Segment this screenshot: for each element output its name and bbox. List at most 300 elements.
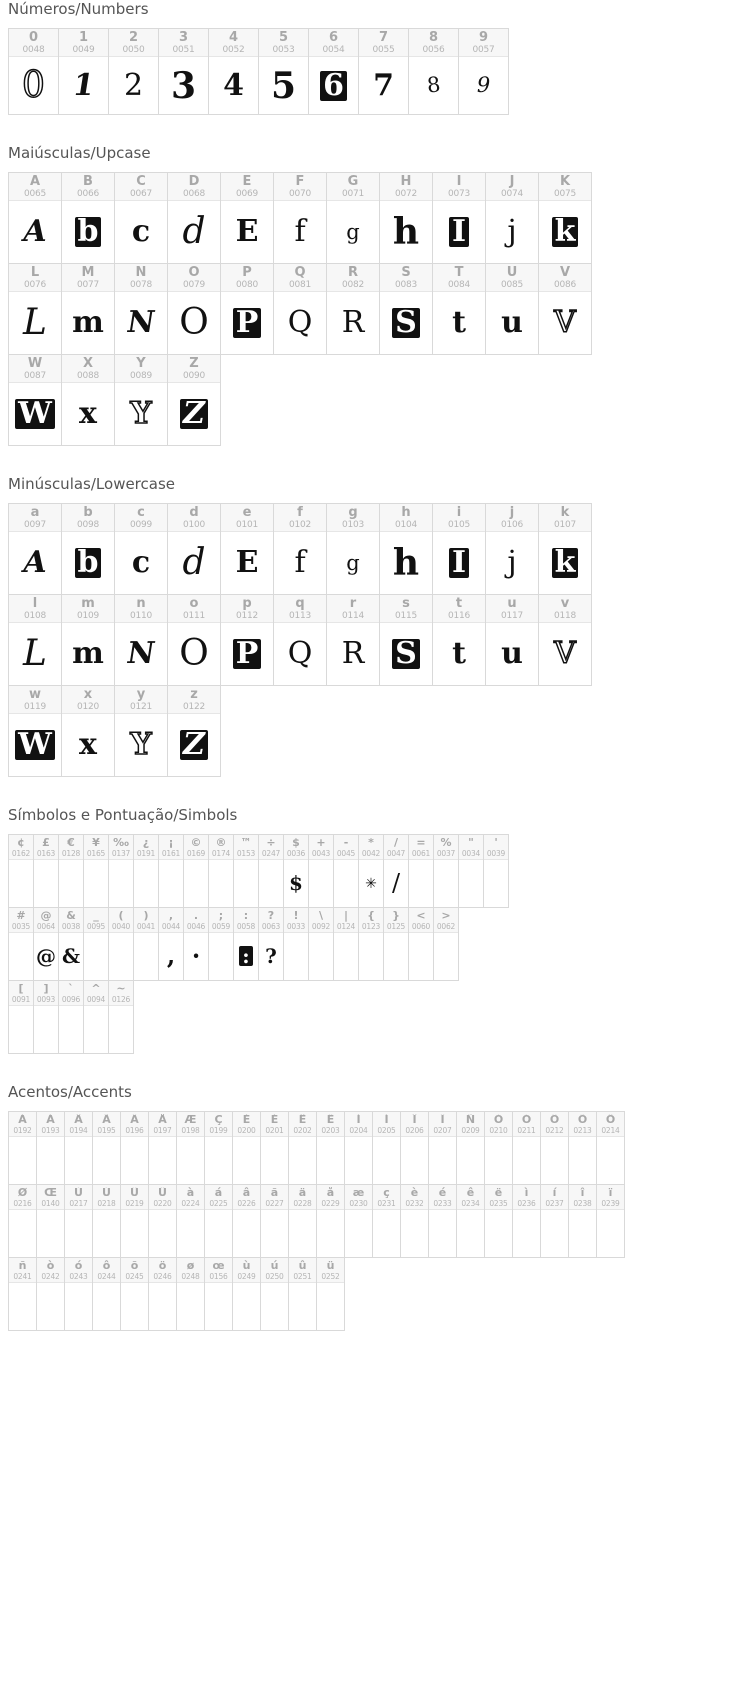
glyph-cell[interactable] bbox=[62, 355, 115, 445]
glyph-char-label: ™ bbox=[240, 837, 252, 849]
glyph-cell[interactable] bbox=[539, 264, 592, 354]
section-title: Minúsculas/Lowercase bbox=[8, 475, 176, 493]
glyph-char-label: ê bbox=[466, 1187, 475, 1199]
glyph-char-label: í bbox=[552, 1187, 557, 1199]
glyph-preview bbox=[93, 1283, 120, 1330]
glyph-cell[interactable] bbox=[434, 835, 459, 907]
glyph-cell[interactable] bbox=[62, 686, 115, 776]
glyph-cell[interactable] bbox=[513, 1112, 541, 1184]
glyph-cell[interactable] bbox=[9, 264, 62, 354]
glyph-cell[interactable] bbox=[274, 595, 327, 685]
glyph-char-label: w bbox=[28, 688, 41, 702]
glyph-char-label: { bbox=[367, 910, 375, 922]
glyph-cell-header bbox=[9, 173, 61, 201]
glyph-cell[interactable] bbox=[62, 173, 115, 263]
glyph-preview bbox=[380, 532, 432, 594]
glyph-preview bbox=[486, 201, 538, 263]
glyph-cell-header bbox=[9, 355, 61, 383]
glyph-cell[interactable] bbox=[37, 1185, 65, 1257]
glyph-preview bbox=[62, 292, 114, 354]
glyph-cell[interactable] bbox=[457, 1112, 485, 1184]
glyph-cell[interactable] bbox=[274, 264, 327, 354]
glyph-cell[interactable] bbox=[373, 1185, 401, 1257]
glyph-cell[interactable] bbox=[373, 1112, 401, 1184]
glyph-cell[interactable] bbox=[457, 1185, 485, 1257]
glyph-cell[interactable] bbox=[486, 504, 539, 594]
glyph-cell-header bbox=[409, 29, 458, 57]
glyph-code-label: 0229 bbox=[321, 1199, 340, 1208]
glyph-preview-text: N bbox=[124, 636, 158, 672]
glyph-code-label: 0071 bbox=[341, 189, 365, 199]
glyph-cell[interactable] bbox=[177, 1112, 205, 1184]
glyph-preview bbox=[373, 1210, 400, 1257]
glyph-cell[interactable] bbox=[327, 595, 380, 685]
glyph-cell[interactable] bbox=[121, 1258, 149, 1330]
glyph-preview bbox=[62, 201, 114, 263]
glyph-cell[interactable] bbox=[485, 1112, 513, 1184]
glyph-cell[interactable] bbox=[209, 835, 234, 907]
glyph-cell[interactable] bbox=[115, 504, 168, 594]
glyph-code-label: 0100 bbox=[182, 520, 206, 530]
glyph-cell[interactable] bbox=[93, 1112, 121, 1184]
glyph-cell[interactable] bbox=[284, 908, 309, 980]
glyph-cell[interactable] bbox=[159, 835, 184, 907]
glyph-cell[interactable] bbox=[334, 908, 359, 980]
glyph-cell[interactable] bbox=[459, 835, 484, 907]
glyph-cell[interactable] bbox=[380, 504, 433, 594]
glyph-cell[interactable] bbox=[168, 173, 221, 263]
glyph-cell[interactable] bbox=[233, 1258, 261, 1330]
glyph-cell[interactable] bbox=[309, 908, 334, 980]
glyph-cell-header bbox=[409, 835, 433, 860]
glyph-cell[interactable] bbox=[109, 29, 159, 114]
glyph-code-label: 0156 bbox=[209, 1272, 228, 1281]
glyph-cell[interactable] bbox=[221, 595, 274, 685]
glyph-char-label: % bbox=[440, 837, 452, 849]
glyph-cell[interactable] bbox=[115, 595, 168, 685]
glyph-cell[interactable] bbox=[62, 595, 115, 685]
glyph-cell[interactable] bbox=[65, 1112, 93, 1184]
glyph-code-label: 0044 bbox=[161, 922, 181, 931]
glyph-cell[interactable] bbox=[539, 595, 592, 685]
glyph-preview bbox=[184, 860, 208, 907]
glyph-cell-header bbox=[457, 1185, 484, 1210]
glyph-char-label: ú bbox=[270, 1260, 279, 1272]
glyph-cell-header bbox=[541, 1112, 568, 1137]
glyph-cell[interactable] bbox=[384, 835, 409, 907]
glyph-cell[interactable] bbox=[409, 29, 459, 114]
glyph-char-label: T bbox=[454, 266, 464, 280]
glyph-char-label: = bbox=[416, 837, 426, 849]
glyph-cell[interactable] bbox=[597, 1185, 625, 1257]
glyph-cell[interactable] bbox=[234, 908, 259, 980]
glyph-char-label: b bbox=[83, 506, 93, 520]
glyph-cell-header bbox=[274, 504, 326, 532]
glyph-char-label: É bbox=[270, 1114, 279, 1126]
glyph-preview-text: g bbox=[346, 219, 360, 244]
glyph-cell[interactable] bbox=[261, 1112, 289, 1184]
glyph-preview bbox=[274, 532, 326, 594]
glyph-cell[interactable] bbox=[149, 1258, 177, 1330]
glyph-char-label: Ê bbox=[298, 1114, 307, 1126]
glyph-cell[interactable] bbox=[9, 835, 34, 907]
glyph-preview bbox=[233, 1283, 260, 1330]
glyph-code-label: 0228 bbox=[293, 1199, 312, 1208]
glyph-cell-header bbox=[259, 835, 283, 860]
glyph-cell-header bbox=[433, 173, 485, 201]
glyph-cell[interactable] bbox=[34, 981, 59, 1053]
glyph-cell[interactable] bbox=[9, 1185, 37, 1257]
glyph-preview bbox=[168, 623, 220, 685]
glyph-preview-text: W bbox=[15, 399, 55, 429]
glyph-cell[interactable] bbox=[317, 1258, 345, 1330]
glyph-code-label: 0116 bbox=[447, 611, 471, 621]
glyph-code-label: 0107 bbox=[553, 520, 577, 530]
glyph-char-label: & bbox=[66, 910, 76, 922]
glyph-cell[interactable] bbox=[9, 29, 59, 114]
glyph-preview bbox=[9, 1137, 36, 1184]
glyph-cell[interactable] bbox=[261, 1185, 289, 1257]
glyph-cell[interactable] bbox=[109, 981, 134, 1053]
glyph-cell[interactable] bbox=[259, 908, 284, 980]
glyph-preview bbox=[115, 292, 167, 354]
glyph-cell[interactable] bbox=[233, 1185, 261, 1257]
glyph-cell[interactable] bbox=[409, 835, 434, 907]
glyph-cell[interactable] bbox=[359, 29, 409, 114]
glyph-cell-header bbox=[380, 595, 432, 623]
glyph-cell[interactable] bbox=[9, 981, 34, 1053]
glyph-cell[interactable] bbox=[234, 835, 259, 907]
glyph-cell[interactable] bbox=[168, 355, 221, 445]
glyph-preview bbox=[401, 1137, 428, 1184]
glyph-cell[interactable] bbox=[597, 1112, 625, 1184]
glyph-cell[interactable] bbox=[168, 504, 221, 594]
glyph-cell[interactable] bbox=[429, 1112, 457, 1184]
glyph-cell[interactable] bbox=[401, 1112, 429, 1184]
glyph-code-label: 0060 bbox=[411, 922, 431, 931]
glyph-preview bbox=[65, 1283, 92, 1330]
glyph-cell[interactable] bbox=[459, 29, 509, 114]
glyph-cell-header bbox=[484, 835, 508, 860]
glyph-cell[interactable] bbox=[380, 173, 433, 263]
glyph-char-label: f bbox=[297, 506, 303, 520]
glyph-cell[interactable] bbox=[309, 835, 334, 907]
glyph-preview-text: R bbox=[341, 305, 365, 341]
glyph-cell[interactable] bbox=[289, 1112, 317, 1184]
glyph-cell[interactable] bbox=[149, 1185, 177, 1257]
glyph-cell[interactable] bbox=[289, 1258, 317, 1330]
glyph-cell[interactable] bbox=[274, 504, 327, 594]
glyph-cell[interactable] bbox=[345, 1112, 373, 1184]
glyph-cell[interactable] bbox=[541, 1185, 569, 1257]
glyph-cell[interactable] bbox=[37, 1258, 65, 1330]
glyph-code-label: 0042 bbox=[361, 849, 381, 858]
glyph-cell[interactable] bbox=[380, 264, 433, 354]
glyph-char-label: é bbox=[438, 1187, 447, 1199]
glyph-cell[interactable] bbox=[84, 981, 109, 1053]
glyph-code-label: 0097 bbox=[23, 520, 47, 530]
glyph-code-label: 0091 bbox=[11, 995, 31, 1004]
glyph-row bbox=[8, 594, 592, 686]
glyph-cell[interactable] bbox=[184, 908, 209, 980]
glyph-char-label: Á bbox=[46, 1114, 55, 1126]
glyph-cell[interactable] bbox=[159, 29, 209, 114]
glyph-char-label: ~ bbox=[116, 983, 126, 995]
glyph-cell[interactable] bbox=[384, 908, 409, 980]
glyph-code-label: 0037 bbox=[436, 849, 456, 858]
glyph-char-label: õ bbox=[130, 1260, 139, 1272]
glyph-code-label: 0106 bbox=[500, 520, 524, 530]
glyph-cell[interactable] bbox=[9, 908, 34, 980]
glyph-cell-header bbox=[9, 29, 58, 57]
glyph-cell-header bbox=[115, 173, 167, 201]
glyph-cell[interactable] bbox=[486, 595, 539, 685]
glyph-code-label: 0162 bbox=[11, 849, 31, 858]
glyph-cell[interactable] bbox=[433, 173, 486, 263]
glyph-code-label: 0089 bbox=[129, 371, 153, 381]
glyph-preview bbox=[486, 532, 538, 594]
glyph-cell-header bbox=[359, 29, 408, 57]
glyph-preview-text: · bbox=[191, 941, 201, 971]
glyph-preview bbox=[380, 201, 432, 263]
glyph-cell[interactable] bbox=[168, 686, 221, 776]
glyph-cell[interactable] bbox=[486, 173, 539, 263]
glyph-cell[interactable] bbox=[433, 595, 486, 685]
glyph-cell[interactable] bbox=[59, 835, 84, 907]
glyph-cell[interactable] bbox=[221, 504, 274, 594]
glyph-cell[interactable] bbox=[433, 504, 486, 594]
glyph-cell-header bbox=[221, 504, 273, 532]
glyph-preview bbox=[221, 201, 273, 263]
glyph-cell[interactable] bbox=[65, 1258, 93, 1330]
glyph-cell[interactable] bbox=[541, 1112, 569, 1184]
glyph-row bbox=[8, 354, 221, 446]
glyph-code-label: 0247 bbox=[261, 849, 281, 858]
glyph-cell[interactable] bbox=[429, 1185, 457, 1257]
glyph-cell-header bbox=[234, 908, 258, 933]
glyph-cell[interactable] bbox=[433, 264, 486, 354]
glyph-cell[interactable] bbox=[109, 908, 134, 980]
glyph-cell[interactable] bbox=[221, 264, 274, 354]
glyph-cell[interactable] bbox=[34, 908, 59, 980]
glyph-cell[interactable] bbox=[168, 595, 221, 685]
glyph-preview bbox=[459, 860, 483, 907]
glyph-char-label: O bbox=[188, 266, 200, 280]
glyph-cell[interactable] bbox=[289, 1185, 317, 1257]
glyph-cell[interactable] bbox=[62, 504, 115, 594]
glyph-cell[interactable] bbox=[484, 835, 509, 907]
glyph-char-label: c bbox=[137, 506, 145, 520]
glyph-cell[interactable] bbox=[109, 835, 134, 907]
glyph-preview-text: E bbox=[235, 545, 259, 581]
glyph-cell[interactable] bbox=[233, 1112, 261, 1184]
glyph-cell[interactable] bbox=[317, 1112, 345, 1184]
glyph-char-label: _ bbox=[93, 910, 99, 922]
glyph-cell-header bbox=[93, 1112, 120, 1137]
glyph-cell[interactable] bbox=[62, 264, 115, 354]
glyph-cell[interactable] bbox=[327, 504, 380, 594]
glyph-preview bbox=[486, 292, 538, 354]
glyph-cell[interactable] bbox=[434, 908, 459, 980]
glyph-cell[interactable] bbox=[209, 908, 234, 980]
glyph-preview bbox=[513, 1137, 540, 1184]
glyph-code-label: 0122 bbox=[182, 702, 206, 712]
glyph-cell[interactable] bbox=[9, 504, 62, 594]
glyph-preview-text: O bbox=[179, 302, 209, 344]
glyph-cell[interactable] bbox=[115, 355, 168, 445]
glyph-cell[interactable] bbox=[205, 1112, 233, 1184]
glyph-code-label: 0066 bbox=[76, 189, 100, 199]
glyph-code-label: 0248 bbox=[181, 1272, 200, 1281]
glyph-cell[interactable] bbox=[317, 1185, 345, 1257]
glyph-char-label: k bbox=[560, 506, 570, 520]
glyph-char-label: " bbox=[468, 837, 474, 849]
glyph-cell[interactable] bbox=[284, 835, 309, 907]
glyph-cell[interactable] bbox=[84, 908, 109, 980]
glyph-cell[interactable] bbox=[274, 173, 327, 263]
glyph-preview-text: j bbox=[507, 214, 517, 250]
glyph-cell[interactable] bbox=[121, 1112, 149, 1184]
glyph-preview-text: V bbox=[554, 636, 576, 672]
glyph-code-label: 0153 bbox=[236, 849, 256, 858]
glyph-cell[interactable] bbox=[65, 1185, 93, 1257]
glyph-cell[interactable] bbox=[327, 264, 380, 354]
glyph-cell[interactable] bbox=[380, 595, 433, 685]
glyph-row bbox=[8, 980, 134, 1054]
glyph-char-label: 9 bbox=[478, 31, 489, 45]
glyph-cell-header bbox=[261, 1185, 288, 1210]
glyph-cell-header bbox=[261, 1112, 288, 1137]
glyph-cell-header bbox=[84, 908, 108, 933]
glyph-code-label: 0054 bbox=[322, 45, 345, 55]
glyph-char-label: è bbox=[410, 1187, 419, 1199]
glyph-cell[interactable] bbox=[177, 1258, 205, 1330]
glyph-preview bbox=[345, 1210, 372, 1257]
glyph-cell[interactable] bbox=[177, 1185, 205, 1257]
glyph-cell-header bbox=[380, 173, 432, 201]
glyph-cell[interactable] bbox=[59, 981, 84, 1053]
glyph-cell[interactable] bbox=[184, 835, 209, 907]
glyph-cell[interactable] bbox=[34, 835, 59, 907]
glyph-cell[interactable] bbox=[9, 595, 62, 685]
glyph-cell[interactable] bbox=[359, 835, 384, 907]
glyph-cell[interactable] bbox=[569, 1112, 597, 1184]
glyph-cell[interactable] bbox=[221, 173, 274, 263]
glyph-preview-text: L bbox=[23, 302, 47, 344]
glyph-preview bbox=[539, 201, 591, 263]
glyph-char-label: ] bbox=[43, 983, 49, 995]
glyph-grid bbox=[0, 834, 730, 1054]
glyph-preview bbox=[541, 1137, 568, 1184]
glyph-cell[interactable] bbox=[209, 29, 259, 114]
glyph-cell[interactable] bbox=[259, 835, 284, 907]
glyph-char-label: t bbox=[455, 597, 463, 611]
glyph-cell[interactable] bbox=[485, 1185, 513, 1257]
glyph-cell[interactable] bbox=[409, 908, 434, 980]
glyph-cell-header bbox=[168, 355, 220, 383]
glyph-cell[interactable] bbox=[159, 908, 184, 980]
glyph-preview bbox=[541, 1210, 568, 1257]
glyph-cell[interactable] bbox=[59, 908, 84, 980]
glyph-cell[interactable] bbox=[134, 835, 159, 907]
glyph-cell[interactable] bbox=[93, 1185, 121, 1257]
glyph-cell[interactable] bbox=[539, 173, 592, 263]
glyph-cell-header bbox=[9, 1258, 36, 1283]
glyph-cell[interactable] bbox=[486, 264, 539, 354]
glyph-cell[interactable] bbox=[345, 1185, 373, 1257]
glyph-cell[interactable] bbox=[261, 1258, 289, 1330]
glyph-cell[interactable] bbox=[205, 1258, 233, 1330]
glyph-cell[interactable] bbox=[539, 504, 592, 594]
glyph-char-label: œ bbox=[212, 1260, 225, 1272]
glyph-cell[interactable] bbox=[93, 1258, 121, 1330]
glyph-cell[interactable] bbox=[401, 1185, 429, 1257]
glyph-cell[interactable] bbox=[168, 264, 221, 354]
glyph-cell[interactable] bbox=[309, 29, 359, 114]
glyph-row bbox=[8, 1184, 625, 1258]
glyph-code-label: 0237 bbox=[545, 1199, 564, 1208]
glyph-cell[interactable] bbox=[9, 173, 62, 263]
glyph-cell[interactable] bbox=[59, 29, 109, 114]
glyph-code-label: 0191 bbox=[136, 849, 156, 858]
glyph-cell-header bbox=[37, 1258, 64, 1283]
glyph-cell[interactable] bbox=[149, 1112, 177, 1184]
glyph-code-label: 0121 bbox=[129, 702, 153, 712]
glyph-char-label: Y bbox=[136, 357, 146, 371]
glyph-row bbox=[8, 1257, 345, 1331]
glyph-cell[interactable] bbox=[115, 173, 168, 263]
glyph-cell-header bbox=[121, 1185, 148, 1210]
glyph-char-label: á bbox=[214, 1187, 223, 1199]
glyph-preview-text: x bbox=[79, 727, 97, 763]
glyph-char-label: 2 bbox=[128, 31, 139, 45]
glyph-preview bbox=[433, 292, 485, 354]
glyph-cell-header bbox=[177, 1185, 204, 1210]
glyph-char-label: € bbox=[67, 837, 75, 849]
glyph-cell[interactable] bbox=[259, 29, 309, 114]
glyph-preview bbox=[168, 201, 220, 263]
glyph-char-label: 6 bbox=[328, 31, 339, 45]
glyph-code-label: 0078 bbox=[129, 280, 153, 290]
glyph-cell[interactable] bbox=[115, 686, 168, 776]
glyph-cell[interactable] bbox=[115, 264, 168, 354]
glyph-cell[interactable] bbox=[84, 835, 109, 907]
glyph-cell[interactable] bbox=[9, 686, 62, 776]
glyph-preview bbox=[569, 1210, 596, 1257]
glyph-cell-header bbox=[401, 1112, 428, 1137]
glyph-cell[interactable] bbox=[205, 1185, 233, 1257]
glyph-code-label: 0195 bbox=[97, 1126, 116, 1135]
glyph-cell[interactable] bbox=[37, 1112, 65, 1184]
glyph-cell[interactable] bbox=[9, 1112, 37, 1184]
glyph-cell[interactable] bbox=[121, 1185, 149, 1257]
glyph-cell-header bbox=[259, 908, 283, 933]
glyph-cell[interactable] bbox=[359, 908, 384, 980]
glyph-preview bbox=[177, 1210, 204, 1257]
glyph-cell-header bbox=[373, 1185, 400, 1210]
glyph-cell[interactable] bbox=[9, 355, 62, 445]
glyph-cell[interactable] bbox=[9, 1258, 37, 1330]
glyph-cell[interactable] bbox=[569, 1185, 597, 1257]
glyph-cell[interactable] bbox=[513, 1185, 541, 1257]
glyph-cell[interactable] bbox=[327, 173, 380, 263]
glyph-cell[interactable] bbox=[134, 908, 159, 980]
glyph-cell-header bbox=[327, 173, 379, 201]
glyph-cell[interactable] bbox=[334, 835, 359, 907]
glyph-cell-header bbox=[93, 1258, 120, 1283]
glyph-code-label: 0077 bbox=[76, 280, 100, 290]
glyph-code-label: 0099 bbox=[129, 520, 153, 530]
